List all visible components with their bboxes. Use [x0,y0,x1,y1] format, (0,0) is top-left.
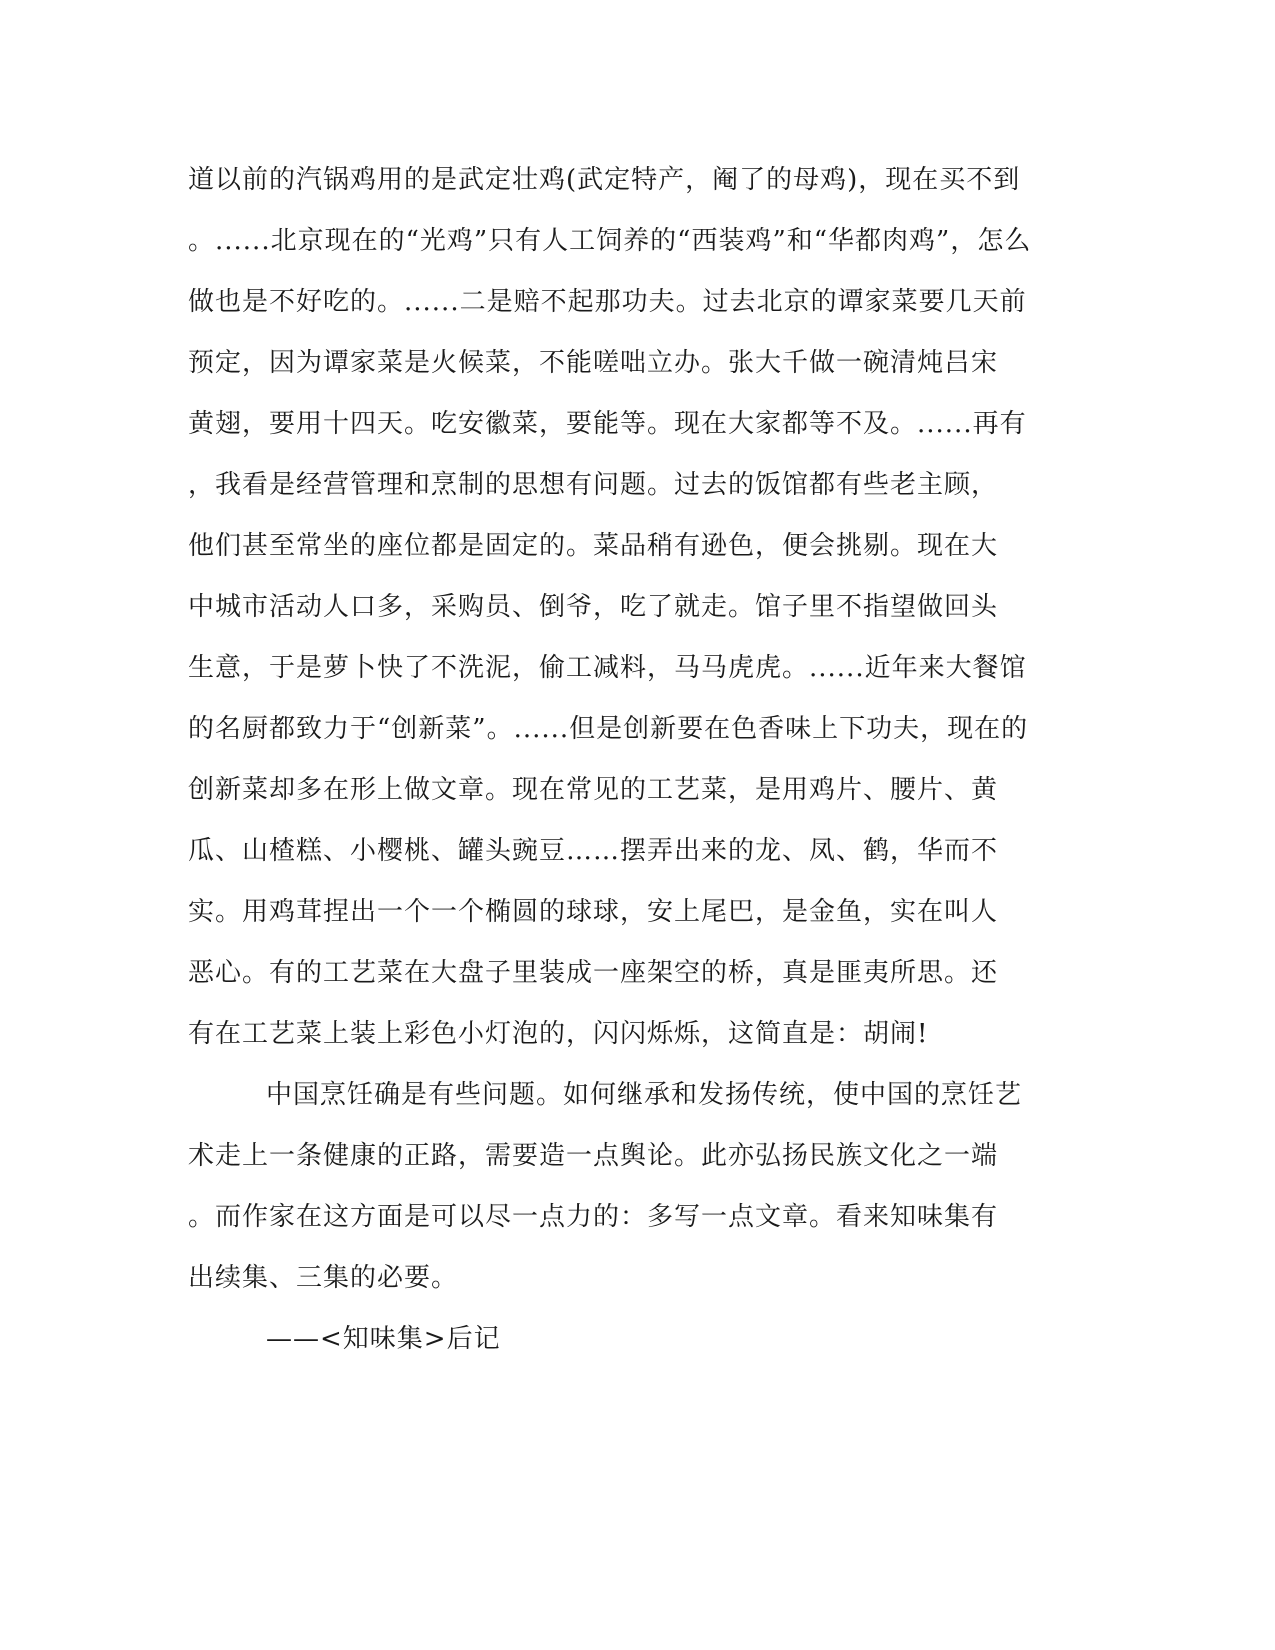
text-line: ，我看是经营管理和烹制的思想有问题。过去的饭馆都有些老主顾， [188,470,999,500]
text-line: 恶心。有的工艺菜在大盘子里装成一座架空的桥，真是匪夷所思。还 [188,958,999,988]
text-line: 出续集、三集的必要。 [188,1263,459,1293]
text-line: 预定，因为谭家菜是火候菜，不能嗟咄立办。张大千做一碗清炖吕宋 [188,348,999,378]
signature-line: ——<知味集>后记 [266,1324,501,1354]
document-body [188,162,1088,1382]
text-line: 中国烹饪确是有些问题。如何继承和发扬传统，使中国的烹饪艺 [266,1080,1023,1110]
paragraph-2 [188,1077,1088,1321]
text-line: 术走上一条健康的正路，需要造一点舆论。此亦弘扬民族文化之一端 [188,1141,999,1171]
text-line: 有在工艺菜上装上彩色小灯泡的，闪闪烁烁，这简直是：胡闹! [188,1019,929,1049]
text-line: 黄翅，要用十四天。吃安徽菜，要能等。现在大家都等不及。......再有 [188,409,1027,439]
text-line: 做也是不好吃的。......二是赔不起那功夫。过去北京的谭家菜要几天前 [188,287,1027,317]
text-line: 创新菜却多在形上做文章。现在常见的工艺菜，是用鸡片、腰片、黄 [188,775,999,805]
text-line: 中城市活动人口多，采购员、倒爷，吃了就走。馆子里不指望做回头 [188,592,999,622]
text-line: 。而作家在这方面是可以尽一点力的：多写一点文章。看来知味集有 [188,1202,999,1232]
paragraph-1 [188,162,1088,1077]
text-line: 道以前的汽锅鸡用的是武定壮鸡(武定特产，阉了的母鸡)，现在买不到 [188,165,1021,195]
text-line: 的名厨都致力于“创新菜”。......但是创新要在色香味上下功夫，现在的 [188,714,1029,744]
text-line: 实。用鸡茸捏出一个一个椭圆的球球，安上尾巴，是金鱼，实在叫人 [188,897,999,927]
text-line: 瓜、山楂糕、小樱桃、罐头豌豆……摆弄出来的龙、凤、鹤，华而不 [188,836,999,866]
text-line: 他们甚至常坐的座位都是固定的。菜品稍有逊色，便会挑剔。现在大 [188,531,999,561]
text-line: 。......北京现在的“光鸡”只有人工饲养的“西装鸡”和“华都肉鸡”，怎么 [188,226,1032,256]
text-line: 生意，于是萝卜快了不洗泥，偷工减料，马马虎虎。......近年来大餐馆 [188,653,1027,683]
